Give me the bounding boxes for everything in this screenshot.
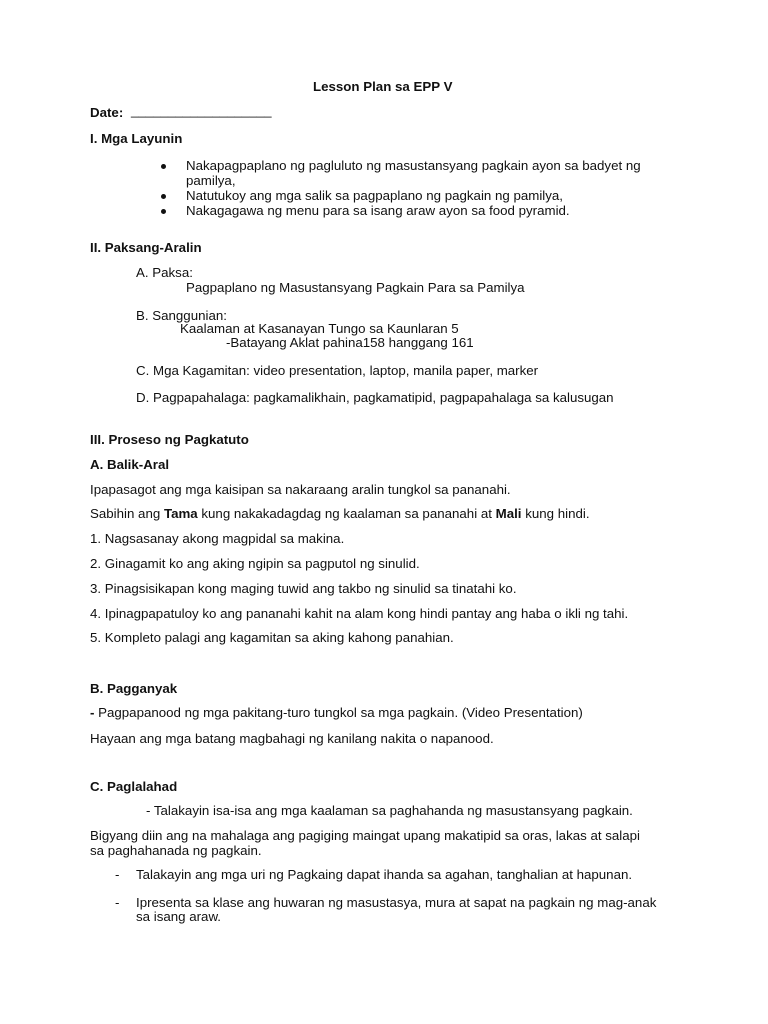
paglalahad-dash-item-2-line2: sa isang araw. xyxy=(136,909,222,924)
sanggunian-pages: -Batayang Aklat pahina158 hanggang 161 xyxy=(226,335,474,350)
instruction-text: Sabihin ang xyxy=(90,506,164,521)
pagganyak-line1 xyxy=(90,705,583,720)
layunin-item-3: Nakagagawa ng menu para sa isang araw ayon sa food pyramid. xyxy=(186,203,570,218)
document-title: Lesson Plan sa EPP V xyxy=(313,79,453,94)
paglalahad-para-line2: sa paghahanada ng pagkain. xyxy=(90,843,262,858)
date-label: Date: xyxy=(90,105,124,120)
sanggunian-book: Kaalaman at Kasanayan Tungo sa Kaunlaran 5 xyxy=(180,321,459,336)
section-heading-proseso: III. Proseso ng Pagkatuto xyxy=(90,432,249,447)
layunin-item-2: Natutukoy ang mga salik sa pagpaplano ng pagkain ng pamilya, xyxy=(186,188,563,203)
paksa-value: Pagpaplano ng Masustansyang Pagkain Para sa Pamilya xyxy=(186,280,525,295)
section-heading-layunin: I. Mga Layunin xyxy=(90,131,183,146)
layunin-item-1-line2: pamilya, xyxy=(186,173,236,188)
paglalahad-line1: - Talakayin isa-isa ang mga kaalaman sa paghahanda ng masustansyang pagkain. xyxy=(146,803,633,818)
paglalahad-para-line1: Bigyang diin ang na mahalaga ang pagiging maingat upang makatipid sa oras, lakas at salapi xyxy=(90,828,640,843)
dash-marker: - xyxy=(90,705,95,720)
dash-marker: - xyxy=(115,867,120,882)
balik-aral-item-4: 4. Ipinagpapatuloy ko ang pananahi kahit na alam kong hindi pantay ang haba o ikli ng tahi. xyxy=(90,606,629,621)
date-blank: ___________________ xyxy=(131,103,272,118)
subheading-paglalahad: C. Paglalahad xyxy=(90,779,178,794)
balik-aral-item-5: 5. Kompleto palagi ang kagamitan sa aking kahong panahian. xyxy=(90,630,454,645)
paglalahad-dash-item-2-line1: Ipresenta sa klase ang huwaran ng masustasya, mura at sapat na pagkain ng mag-anak xyxy=(136,895,657,910)
balik-aral-item-1: 1. Nagsasanay akong magpidal sa makina. xyxy=(90,531,345,546)
pagganyak-text: Pagpapanood ng mga pakitang-turo tungkol sa mga pagkain. (Video Presentation) xyxy=(94,705,583,720)
layunin-item-1-line1: Nakapagpaplano ng pagluluto ng masustansyang pagkain ayon sa badyet ng xyxy=(186,158,641,173)
bullet-icon xyxy=(161,164,166,169)
bullet-icon xyxy=(161,209,166,214)
instruction-tama: Tama xyxy=(163,506,198,521)
sanggunian-label: B. Sanggunian: xyxy=(136,308,227,323)
subheading-pagganyak: B. Pagganyak xyxy=(90,681,178,696)
balik-aral-item-2: 2. Ginagamit ko ang aking ngipin sa pagputol ng sinulid. xyxy=(90,556,420,571)
instruction-text: kung hindi. xyxy=(521,506,590,521)
subheading-balik-aral: A. Balik-Aral xyxy=(90,457,170,472)
balik-aral-instruction xyxy=(90,506,590,521)
balik-aral-intro: Ipapasagot ang mga kaisipan sa nakaraang aralin tungkol sa pananahi. xyxy=(90,482,511,497)
bullet-icon xyxy=(161,194,166,199)
dash-marker: - xyxy=(115,895,120,910)
kagamitan-line: C. Mga Kagamitan: video presentation, laptop, manila paper, marker xyxy=(136,363,539,378)
paksa-label: A. Paksa: xyxy=(136,265,193,280)
pagganyak-line2: Hayaan ang mga batang magbahagi ng kanilang nakita o napanood. xyxy=(90,731,494,746)
section-heading-paksang-aralin: II. Paksang-Aralin xyxy=(90,240,202,255)
balik-aral-item-3: 3. Pinagsisikapan kong maging tuwid ang takbo ng sinulid sa tinatahi ko. xyxy=(90,581,517,596)
pagpapahalaga-line: D. Pagpapahalaga: pagkamalikhain, pagkamatipid, pagpapahalaga sa kalusugan xyxy=(136,390,614,405)
instruction-text: kung nakakadagdag ng kaalaman sa pananahi at xyxy=(197,506,496,521)
paglalahad-dash-item-1: Talakayin ang mga uri ng Pagkaing dapat ihanda sa agahan, tanghalian at hapunan. xyxy=(136,867,633,882)
instruction-mali: Mali xyxy=(495,506,522,521)
